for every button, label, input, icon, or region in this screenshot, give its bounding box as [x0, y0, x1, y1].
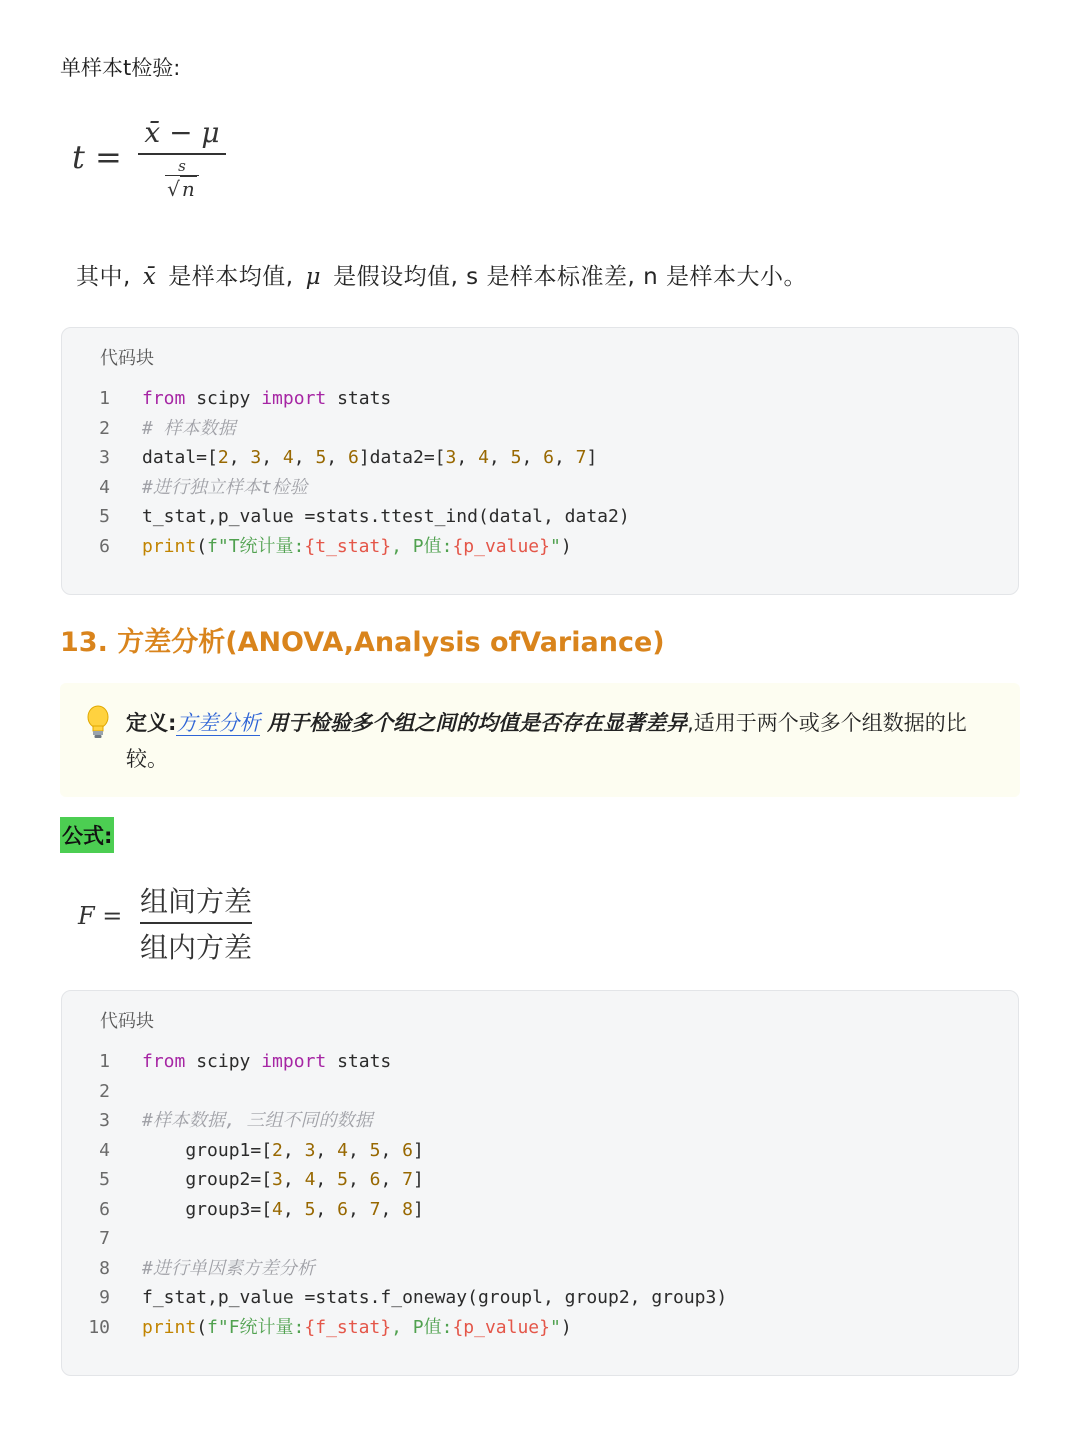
f-formula: [78, 880, 278, 964]
code-text: group2=[3, 4, 5, 6, 7]: [142, 1169, 424, 1190]
code-text: t_stat,p_value =stats.ttest_ind(datal, data2): [142, 506, 630, 527]
code-line: [62, 1283, 1018, 1313]
definition-callout: [60, 683, 1020, 797]
number-token: 4: [337, 1139, 348, 1161]
code-line: [62, 414, 1018, 444]
number-token: 4: [282, 447, 294, 468]
code-token: ,: [293, 447, 316, 468]
code-token: datal=[: [142, 447, 218, 468]
code-line: [62, 1224, 1018, 1254]
string-token: , P值:: [391, 535, 453, 557]
number-token: 4: [304, 1169, 316, 1190]
code-token: ]: [413, 1139, 424, 1161]
code-comment: #进行独立样本t检验: [142, 476, 308, 498]
code-block-anova: [61, 990, 1019, 1376]
code-token: stats: [326, 1051, 392, 1072]
number-token: 2: [217, 447, 229, 468]
number-token: 8: [402, 1198, 414, 1220]
formula-lhs: F =: [78, 902, 123, 930]
number-token: 3: [445, 447, 457, 468]
lightbulb-icon: [86, 705, 110, 739]
definition-emphasis: 用于检验多个组之间的均值是否存在显著差异: [267, 711, 688, 735]
line-number: 6: [99, 535, 110, 557]
line-number: 10: [88, 1316, 110, 1338]
fraction-bar: [140, 922, 252, 924]
number-token: 5: [510, 447, 522, 468]
interp-token: {p_value}: [452, 1316, 550, 1338]
code-block-ttest: [61, 327, 1019, 595]
formula-denominator: [138, 157, 226, 201]
code-text: group1=[2, 3, 4, 5, 6]: [142, 1139, 424, 1161]
number-token: 2: [272, 1139, 283, 1161]
code-lines: [62, 1047, 1018, 1342]
number-token: 4: [478, 447, 489, 468]
code-text: group3=[4, 5, 6, 7, 8]: [142, 1198, 424, 1220]
code-token: stats: [326, 388, 392, 409]
definition-label: 定义:: [126, 711, 177, 735]
number-token: 4: [272, 1198, 283, 1220]
number-token: 3: [304, 1139, 316, 1161]
line-number: 4: [99, 1139, 110, 1161]
number-token: 5: [315, 447, 327, 468]
line-number: 1: [99, 388, 110, 409]
formula-fraction: [140, 880, 252, 966]
code-text: [142, 443, 597, 473]
code-comment: #样本数据, 三组不同的数据: [142, 1110, 373, 1131]
code-token: ]: [413, 1198, 424, 1220]
keyword: from: [142, 1051, 186, 1072]
code-token: ]data2=[: [358, 447, 446, 468]
denominator-s: s: [165, 157, 199, 176]
code-line: [62, 1313, 1018, 1343]
line-number: 1: [99, 1051, 110, 1072]
t-test-formula: [72, 110, 272, 230]
code-text: [142, 384, 391, 414]
code-line: [62, 384, 1018, 414]
formula-tag: 公式:: [60, 817, 114, 853]
code-lines: [62, 384, 1018, 561]
number-token: 7: [369, 1198, 381, 1220]
number-token: 6: [347, 447, 359, 468]
anova-heading: 13. 方差分析(ANOVA,Analysis ofVariance): [60, 627, 665, 658]
fraction-bar: [138, 153, 226, 155]
line-number: 3: [99, 447, 110, 468]
code-comment: # 样本数据: [142, 417, 236, 439]
number-token: 5: [337, 1169, 348, 1190]
code-token: ): [560, 535, 572, 557]
xbar-symbol: x̄: [142, 264, 157, 290]
code-text: f_stat,p_value =stats.f_oneway(groupl, group2, group3): [142, 1287, 728, 1308]
code-line: [62, 1047, 1018, 1077]
code-token: ,: [488, 447, 511, 468]
code-token: ,: [326, 447, 348, 468]
line-number: 2: [99, 1080, 110, 1102]
number-token: 7: [402, 1169, 414, 1190]
string-token: f"F统计量:: [207, 1316, 305, 1338]
code-token: (: [196, 1316, 208, 1338]
number-token: 7: [575, 447, 587, 468]
code-token: (: [196, 535, 208, 557]
code-token: ,: [228, 447, 251, 468]
keyword: from: [142, 388, 186, 409]
code-text: [142, 1047, 391, 1077]
code-token: group1=[: [142, 1139, 273, 1161]
string-token: ": [550, 1316, 561, 1338]
interp-token: {t_stat}: [304, 535, 392, 557]
code-token: ): [560, 1316, 572, 1338]
number-token: 3: [272, 1169, 283, 1190]
callout-text: [126, 705, 996, 777]
line-number: 3: [99, 1110, 110, 1131]
sqrt-body: n: [181, 177, 195, 201]
explain-part2: 是样本均值,: [168, 264, 294, 290]
definition-rest: ,适用于两个或多个组数据的比较。: [126, 711, 967, 771]
code-token: ]: [413, 1169, 424, 1190]
code-line: [62, 1165, 1018, 1195]
number-token: 5: [304, 1198, 316, 1220]
line-number: 8: [99, 1257, 110, 1279]
line-number: 5: [99, 506, 110, 527]
string-token: f"T统计量:: [207, 535, 305, 557]
code-token: scipy: [185, 1051, 262, 1072]
denominator-sqrt: [138, 177, 226, 201]
code-line: [62, 1254, 1018, 1284]
number-token: 5: [369, 1139, 381, 1161]
number-token: 6: [402, 1139, 414, 1161]
line-number: 7: [99, 1228, 110, 1249]
formula-numerator: x̄ − μ: [144, 116, 220, 149]
line-number: 6: [99, 1198, 110, 1220]
number-token: 6: [543, 447, 554, 468]
string-token: ": [550, 535, 561, 557]
number-token: 6: [337, 1198, 348, 1220]
function-token: print: [142, 535, 197, 557]
sqrt-sign: √: [167, 177, 180, 201]
explain-part1: 其中,: [76, 264, 131, 290]
code-line: [62, 1136, 1018, 1166]
interp-token: {f_stat}: [304, 1316, 392, 1338]
code-line: [62, 502, 1018, 532]
formula-fraction: [138, 116, 226, 201]
code-line: [62, 1077, 1018, 1107]
code-text: [142, 532, 572, 562]
formula-numerator: 组间方差: [140, 885, 253, 918]
anova-link[interactable]: 方差分析: [176, 711, 261, 735]
code-line: [62, 532, 1018, 562]
line-number: 5: [99, 1169, 110, 1190]
code-block-title: 代码块: [100, 1011, 154, 1032]
string-token: , P值:: [391, 1316, 453, 1338]
keyword: import: [261, 388, 327, 409]
t-test-label: 单样本t检验:: [60, 56, 181, 80]
function-token: print: [142, 1316, 197, 1338]
keyword: import: [261, 1051, 327, 1072]
formula-lhs: t =: [72, 138, 122, 176]
code-token: ,: [456, 447, 479, 468]
code-comment: #进行单因素方差分析: [142, 1257, 315, 1279]
code-token: ,: [521, 447, 544, 468]
line-number: 2: [99, 417, 110, 439]
interp-token: {p_value}: [452, 535, 550, 557]
line-number: 4: [99, 476, 110, 498]
code-text: [142, 1313, 572, 1343]
code-line: [62, 443, 1018, 473]
number-token: 6: [369, 1169, 381, 1190]
number-token: 3: [250, 447, 262, 468]
code-token: group2=[: [142, 1169, 273, 1190]
code-token: group3=[: [142, 1198, 273, 1220]
code-block-title: 代码块: [100, 348, 154, 369]
line-number: 9: [99, 1287, 110, 1308]
formula-denominator: 组内方差: [140, 931, 253, 964]
mu-symbol: μ: [305, 264, 322, 290]
code-token: ,: [261, 447, 283, 468]
code-token: ,: [553, 447, 576, 468]
formula-explanation: [76, 258, 807, 291]
explain-part3: 是假设均值, s 是样本标准差, n 是样本大小。: [333, 264, 807, 290]
code-token: scipy: [185, 388, 262, 409]
code-line: [62, 1106, 1018, 1136]
code-token: ]: [586, 447, 598, 468]
code-line: [62, 473, 1018, 503]
code-line: [62, 1195, 1018, 1225]
